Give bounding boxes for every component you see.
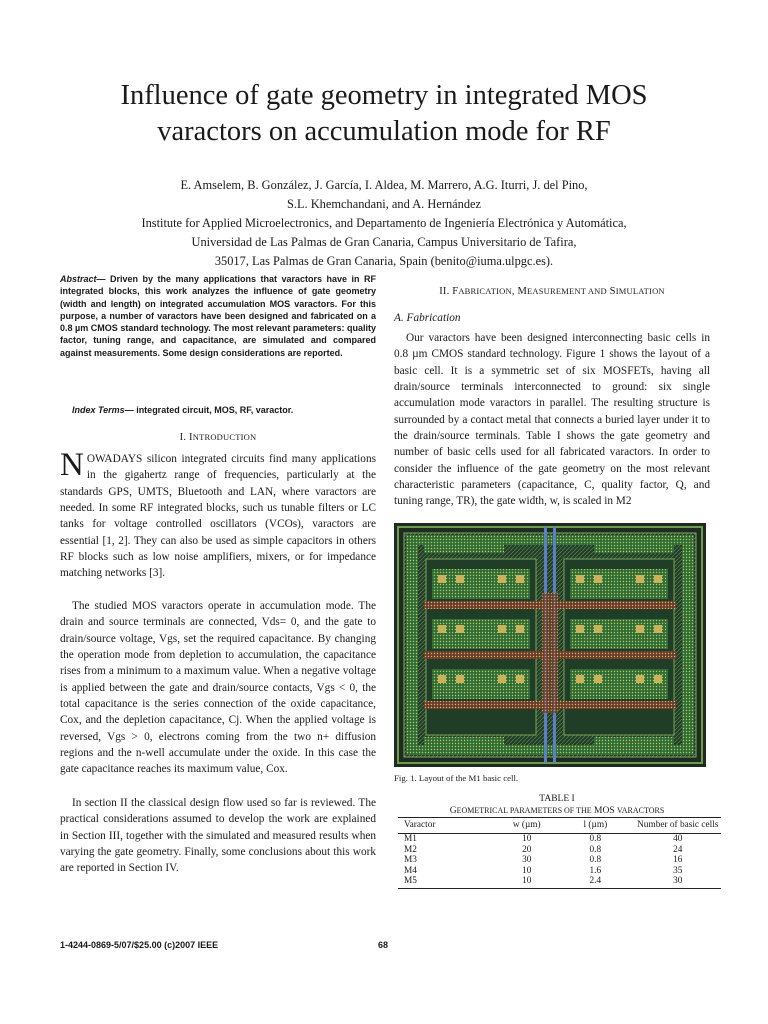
- heading-part: , M: [511, 286, 527, 297]
- table-cell: M2: [404, 844, 417, 855]
- section-heading-initial: I: [189, 432, 193, 443]
- index-terms-text: — integrated circuit, MOS, RF, varactor.: [124, 405, 294, 415]
- table-row: [398, 845, 721, 855]
- affiliation-line-3: 35017, Las Palmas de Gran Canaria, Spain (benito@iuma.ulpgc.es).: [214, 254, 554, 268]
- table-row: [398, 834, 721, 845]
- section-number: I.: [179, 432, 190, 443]
- table-header-row: [398, 818, 721, 834]
- subtitle-part: G: [449, 806, 457, 816]
- figure-caption: Fig. 1. Layout of the M1 basic cell.: [394, 773, 519, 783]
- abstract-label: Abstract: [60, 274, 97, 284]
- subtitle-part: EOMETRICAL PARAMETERS OF THE: [456, 806, 592, 815]
- intro-paragraph-2: [60, 598, 376, 778]
- section-heading-rest: NTRODUCTION: [192, 432, 257, 442]
- subtitle-part: MOS: [591, 806, 617, 816]
- copyright-footer: 1-4244-0869-5/07/$25.00 (c)2007 IEEE: [60, 940, 219, 950]
- section-number: II.: [439, 286, 453, 297]
- table-cell: 24: [673, 844, 683, 855]
- col-header-w: w (µm): [497, 818, 556, 834]
- table-row: [398, 866, 721, 876]
- table-cell: 16: [673, 855, 683, 866]
- heading-part: S: [606, 286, 616, 297]
- table-cell: M1: [404, 834, 417, 845]
- page-number: 68: [378, 940, 389, 950]
- table-cell: 10: [522, 865, 532, 876]
- authors-line-2: S.L. Khemchandani, and A. Hernández: [286, 197, 482, 211]
- title-line-1: Influence of gate geometry in integrated MOS: [120, 80, 648, 111]
- table-cell: 0.8: [589, 834, 602, 845]
- table-cell: 1.6: [589, 865, 602, 876]
- table-cell: M4: [404, 865, 417, 876]
- heading-part: EASUREMENT AND: [527, 286, 607, 296]
- layout-figure: [394, 523, 706, 767]
- table-cell: 10: [497, 876, 556, 889]
- title-line-2: varactors on accumulation mode for RF: [157, 116, 611, 147]
- geometry-table: [398, 817, 721, 889]
- fabrication-paragraph: [394, 330, 710, 510]
- authors-line-1: E. Amselem, B. González, J. García, I. Aldea, M. Marrero, A.G. Iturri, J. del Pino,: [180, 178, 588, 192]
- subsection-heading-fabrication: A. Fabrication: [394, 312, 461, 324]
- section-heading-introduction: [60, 432, 376, 443]
- table-number: TABLE I: [539, 794, 575, 804]
- col-header-varactor: Varactor: [398, 818, 497, 834]
- abstract: [60, 273, 376, 359]
- author-block: [0, 176, 768, 271]
- section-heading-fabrication: [394, 286, 710, 297]
- drop-cap: N: [60, 447, 84, 483]
- table-cell: 2.4: [556, 876, 634, 889]
- heading-part: ABRICATION: [458, 286, 512, 296]
- table-cell: M3: [404, 855, 417, 866]
- table-cell: 35: [673, 865, 683, 876]
- table-cell: 40: [673, 834, 683, 845]
- table-cell: M5: [398, 876, 497, 889]
- intro-paragraph-3: [60, 795, 376, 877]
- table-cell: 30: [522, 855, 532, 866]
- index-terms: [60, 404, 376, 416]
- table-row: [398, 876, 721, 889]
- intro-paragraph-2-text: The studied MOS varactors operate in accumulation mode. The drain and source terminals are connected, Vds= 0, and the gate to drain/source voltage, Vgs, set the required capacitance. By changing the operation mode from depletion to accumulation, the capacitance rises from a minimum to a maximum value. When a negative voltage is applied between the gate and drain/source contacts, Vgs < 0, the total capacitance is the series connection of the oxide capacitance, Cox, and the depletion capacitance, Cj. When the applied voltage is reversed, Vgs > 0, electrons coming from the two n+ diffusion regions and the n-well accumulate under the oxide. In this case the gate capacitance reaches its maximum value, Cox.: [60, 600, 376, 776]
- fabrication-paragraph-text: Our varactors have been designed interconnecting basic cells in 0.8 µm CMOS standard technology. Figure 1 shows the layout of a basic cell. It is a symmetric set of six MOSFETs, having all drain/source terminals interconnected to ground: six single accumulation mode varactors in parallel. The resulting structure is surrounded by a contact metal that connects a buried layer under it to the drain/source terminals. Table I shows the gate geometry and number of basic cells used for all fabricated varactors. In order to consider the influence of the gate geometry on the most relevant characteristic parameters (capacitance, C, quality factor, Q, and tuning range, TR), the gate width, w, is scaled in M2: [394, 332, 710, 508]
- table-cell: 30: [635, 876, 721, 889]
- affiliation-line-1: Institute for Applied Microelectronics, and Departamento de Ingeniería Electrónica y Automática,: [141, 216, 627, 230]
- subtitle-part: VARACTORS: [617, 806, 665, 815]
- col-header-l: l (µm): [556, 818, 634, 834]
- intro-paragraph-1: [60, 447, 376, 582]
- heading-part: F: [452, 286, 459, 297]
- intro-paragraph-1-text: OWADAYS silicon integrated circuits find many applications in the gigahertz range of frequencies, particularly at the standards GPS, UMTS, Bluetooth and LAN, where varactors are needed. In some RF integrated blocks, such us tunable filters or LC tanks for voltage controlled oscillators (VCOs), varactors are essential [1, 2]. They can also be used as simple capacitors in others RF blocks such as low noise amplifiers, mixers, or for impedance matching networks [3].: [60, 453, 376, 580]
- affiliation-line-2: Universidad de Las Palmas de Gran Canaria, Campus Universitario de Tafira,: [191, 235, 577, 249]
- table-title: [394, 794, 720, 817]
- heading-part: IMULATION: [615, 286, 665, 296]
- table-cell: 0.8: [589, 844, 602, 855]
- intro-paragraph-3-text: In section II the classical design flow used so far is reviewed. The practical considerations assumed to develop the work are explained in Section III, together with the simulated and measured results when varying the gate geometry. Finally, some conclusions about this work are reported in Section IV.: [60, 797, 376, 875]
- table-subtitle: [394, 805, 720, 817]
- col-header-cells: Number of basic cells: [635, 818, 721, 834]
- index-terms-label: Index Terms: [72, 405, 125, 415]
- table-row: [398, 855, 721, 865]
- table-cell: 20: [522, 844, 532, 855]
- abstract-text: — Driven by the many applications that varactors have in RF integrated blocks, this work analyzes the influence of gate geometry (width and length) on integrated accumulation MOS varactors. For this purpose, a number of varactors have been designed and fabricated on a 0.8 µm CMOS standard technology. The most relevant parameters: quality factor, tuning range, and capacitance, are simulated and compared against measurements. Some design considerations are reported.: [60, 274, 376, 358]
- table-cell: 0.8: [589, 855, 602, 866]
- paper-title: [0, 78, 768, 150]
- layout-image: [394, 523, 706, 767]
- table-cell: 10: [522, 834, 532, 845]
